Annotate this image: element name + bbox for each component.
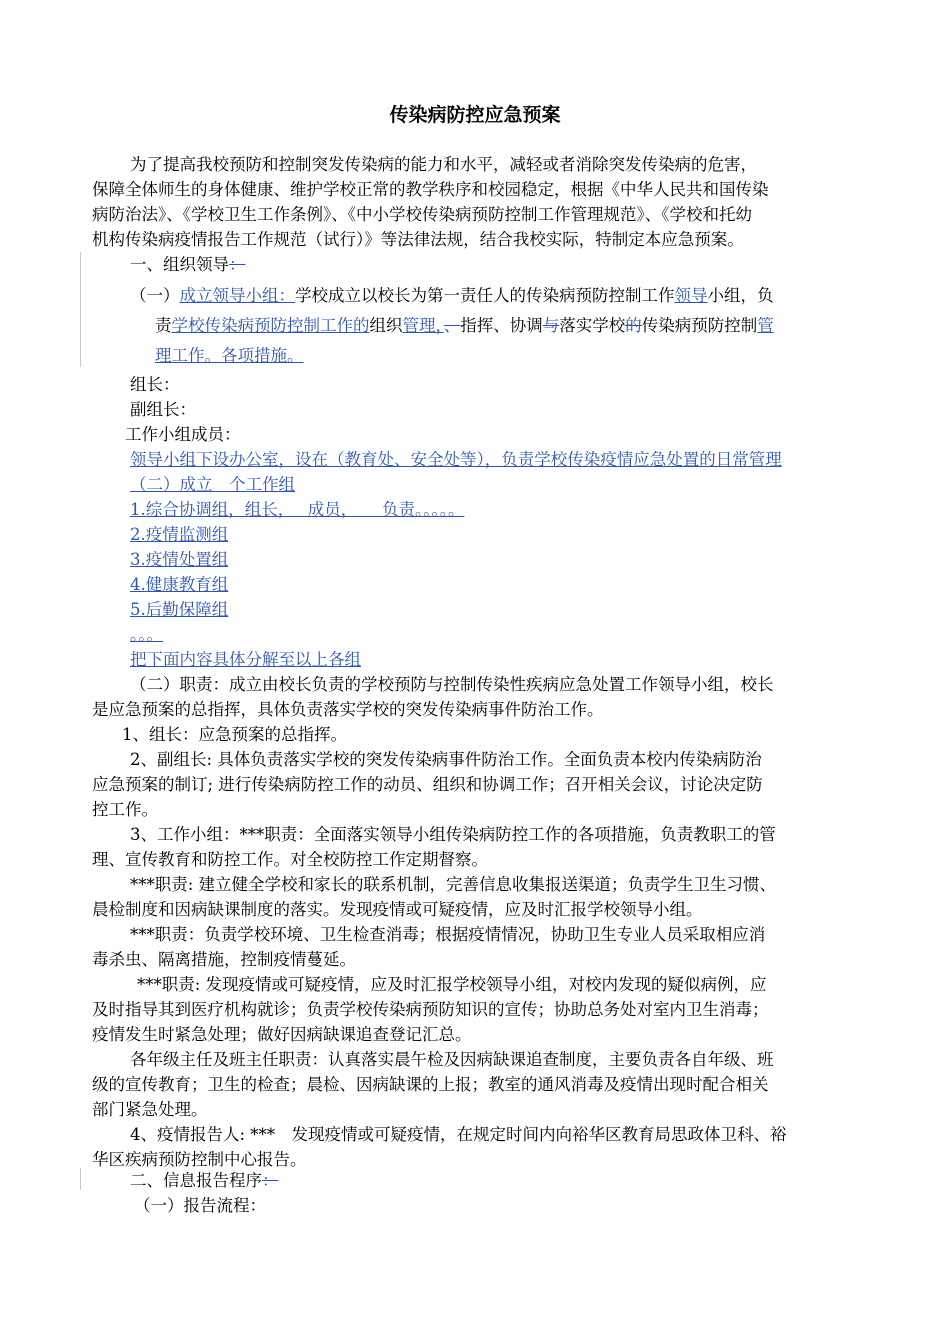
vice-duty-line: 2、副组长: 具体负责落实学校的突发传染病事件防治工作。全面负责本校内传染病防治 (130, 750, 762, 769)
document-title: 传染病防控应急预案 (389, 104, 561, 126)
report-flow-heading: （一）报告流程： (134, 1196, 266, 1215)
change-bar (80, 252, 81, 367)
text-run: 组织 (369, 316, 403, 335)
intro-line: 保障全体师生的身体健康、维护学校正常的教学秩序和校园稳定，根据《中华人民共和国传染 (92, 180, 769, 199)
text-run: 小组，负 (707, 286, 774, 305)
section-heading-1 (130, 252, 246, 277)
role-leader: 组长： (130, 375, 180, 394)
text-run: 责 (155, 316, 172, 335)
text-run: 落实学校 (559, 316, 626, 335)
intro-line: 为了提高我校预防和控制突发传染病的能力和水平，减轻或者消除突发传染病的危害， (130, 155, 757, 174)
deleted-text: 与 (542, 316, 560, 335)
inserted-group-item: 5.后勤保障组 (130, 600, 229, 619)
leadership-line (155, 342, 304, 370)
inserted-text: 管理， (402, 316, 444, 335)
inserted-decompose-line: 把下面内容具体分解至以上各组 (130, 650, 361, 669)
intro-line: 机构传染病疫情报告工作规范（试行）》等法律法规，结合我校实际，特制定本应急预案。 (92, 230, 744, 249)
deleted-text: 、 (443, 316, 461, 335)
inserted-text: 领导 (674, 286, 708, 305)
teacher-duty-line: 各年级主任及班主任职责：认真落实晨午检及因病缺课追查制度，主要负责各自年级、班 (130, 1050, 774, 1069)
inserted-group-item: 1.综合协调组，组长， 成员， 负责。。。。。 (130, 500, 465, 519)
inserted-ellipsis: 。。。 (130, 625, 163, 644)
text-run: 指挥、协调 (460, 316, 543, 335)
leadership-line (130, 282, 774, 310)
inserted-group-item: 3.疫情处置组 (130, 550, 229, 569)
deleted-text: 的 (625, 316, 642, 335)
inserted-text: 学校传染病预防控制工作的 (171, 316, 370, 335)
duty-4-line: 及时指导其到医疗机构就诊；负责学校传染病预防知识的宣传；协助总务处对室内卫生消毒； (92, 1000, 769, 1019)
reporter-line: 华区疾病预防控制中心报告。 (92, 1150, 307, 1169)
inserted-text: 成立领导小组： (179, 286, 295, 305)
inserted-text: 管 (757, 316, 774, 335)
deleted-mark: ： (262, 1171, 279, 1190)
group-duty-line: 3、工作小组：***职责：全面落实领导小组传染病防控工作的各项措施，负责教职工的管 (130, 825, 776, 844)
role-members: 工作小组成员： (125, 425, 241, 444)
text-run: 传染病预防控制 (641, 316, 758, 335)
deleted-mark: ： (229, 255, 246, 274)
duty-4-line: ***职责: 发现疫情或可疑疫情，应及时汇报学校领导小组，对校内发现的疑似病例，应 (137, 975, 767, 994)
section-heading-text: 一、组织领导 (130, 255, 229, 274)
text-run: （一） (130, 286, 180, 305)
teacher-duty-line: 级的宣传教育；卫生的检查；晨检、因病缺课的上报；教室的通风消毒及疫情出现时配合相关 (92, 1075, 769, 1094)
change-bar (80, 1168, 81, 1190)
duty-line: （二）职责：成立由校长负责的学校预防与控制传染性疾病应急处置工作领导小组，校长 (130, 675, 774, 694)
inserted-found-line: （二）成立 个工作组 (130, 475, 295, 494)
duty-line: 是应急预案的总指挥，具体负责落实学校的突发传染病事件防治工作。 (92, 700, 604, 719)
text-run: 学校成立以校长为第一责任人的传染病预防控制工作 (295, 286, 675, 305)
section-heading-2 (130, 1168, 279, 1193)
inserted-text: 各项措施。 (221, 346, 304, 365)
duty-4-line: 疫情发生时紧急处理；做好因病缺课追查登记汇总。 (92, 1025, 472, 1044)
section-heading-text: 二、信息报告程序 (130, 1171, 262, 1190)
inserted-text: 理工作。 (155, 346, 221, 365)
vice-duty-line: 控工作。 (92, 800, 158, 819)
inserted-group-item: 4.健康教育组 (130, 575, 229, 594)
vice-duty-line: 应急预案的制订; 进行传染病防控工作的动员、组织和协调工作；召开相关会议，讨论决定防 (92, 775, 763, 794)
intro-line: 病防治法》、《学校卫生工作条例》、《中小学校传染病预防控制工作管理规范》、《学校和托幼 (92, 205, 752, 224)
duty-3-line: ***职责：负责学校环境、卫生检查消毒；根据疫情情况，协助卫生专业人员采取相应消 (130, 925, 766, 944)
duty-2-line: 晨检制度和因病缺课制度的落实。发现疫情或可疑疫情，应及时汇报学校领导小组。 (92, 900, 703, 919)
reporter-line: 4、疫情报告人: *** 发现疫情或可疑疫情，在规定时间内向裕华区教育局思政体卫科、裕 (130, 1125, 787, 1144)
inserted-office-line: 领导小组下设办公室，设在（教育处、安全处等），负责学校传染疫情应急处置的日常管理 (130, 450, 782, 469)
leader-duty: 1、组长：应急预案的总指挥。 (122, 725, 347, 744)
leadership-line (155, 312, 774, 340)
role-vice: 副组长： (130, 400, 196, 419)
inserted-group-item: 2.疫情监测组 (130, 525, 229, 544)
duty-3-line: 毒杀虫、隔离措施，控制疫情蔓延。 (92, 950, 356, 969)
group-duty-line: 理、宣传教育和防控工作。对全校防控工作定期督察。 (92, 850, 488, 869)
teacher-duty-line: 部门紧急处理。 (92, 1100, 208, 1119)
duty-2-line: ***职责: 建立健全学校和家长的联系机制，完善信息收集报送渠道；负责学生卫生习惯、 (130, 875, 777, 894)
